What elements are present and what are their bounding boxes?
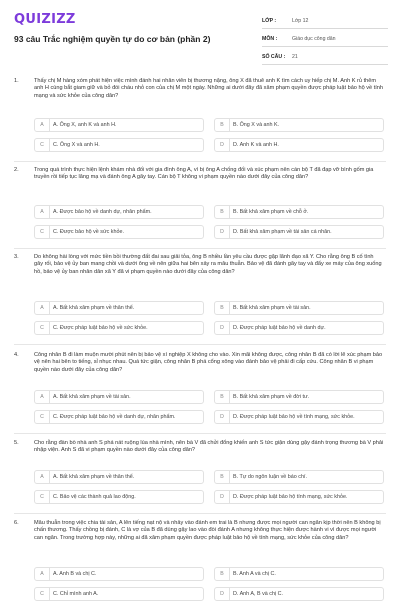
option-letter: B: [215, 391, 230, 403]
option-letter: D: [215, 491, 230, 503]
option-text: C. Được bảo hộ về sức khỏe.: [53, 229, 124, 235]
grade-label: LỚP :: [262, 18, 277, 24]
option-a[interactable]: [34, 301, 204, 315]
option-text: B. Ông X và anh K.: [233, 122, 280, 128]
question-number: 6.: [14, 520, 19, 526]
question-number: 4.: [14, 352, 19, 358]
option-text: A. Bất khả xâm phạm về thân thể.: [53, 305, 135, 311]
option-text: A. Bất khả xâm phạm về thân thể.: [53, 474, 135, 480]
question-divider: [14, 513, 386, 514]
option-text: D. Anh K và anh H.: [233, 142, 279, 148]
option-c[interactable]: [34, 490, 204, 504]
question-count-label: SỐ CÂU :: [262, 54, 286, 60]
quizizz-logo: QUIZIZZ: [14, 12, 76, 27]
option-d[interactable]: [214, 410, 384, 424]
option-letter: C: [35, 491, 50, 503]
option-letter: A: [35, 568, 50, 580]
question-divider: [14, 433, 386, 434]
option-b[interactable]: [214, 205, 384, 219]
option-letter: D: [215, 139, 230, 151]
option-b[interactable]: [214, 390, 384, 404]
option-letter: B: [215, 471, 230, 483]
option-text: A. Ông X, anh K và anh H.: [53, 122, 117, 128]
subject-label: MÔN :: [262, 36, 278, 42]
option-d[interactable]: [214, 321, 384, 335]
question-divider: [14, 344, 386, 345]
option-a[interactable]: [34, 118, 204, 132]
option-letter: A: [35, 391, 50, 403]
option-text: D. Bất khả xâm phạm về tài sản cá nhân.: [233, 229, 332, 235]
option-text: A. Được bảo hộ về danh dự, nhân phẩm.: [53, 209, 152, 215]
question-divider: [14, 161, 386, 162]
option-a[interactable]: [34, 567, 204, 581]
option-text: D. Anh A, B và chị C.: [233, 591, 284, 597]
option-text: B. Tự do ngôn luận về báo chí.: [233, 474, 307, 480]
option-letter: B: [215, 119, 230, 131]
meta-subject-row: [262, 32, 388, 47]
option-b[interactable]: [214, 470, 384, 484]
option-letter: D: [215, 322, 230, 334]
question-text: Thấy chị M hàng xóm phát hiện việc mình đánh hai nhân viên bị thương nặng, ông X đã thuê anh K tìm cách uy hiếp chị M. Anh K rủ thêm anh H cùng bắt giam giữ và bỏ đói cháu nhỏ con của chị M một ngày. Những ai dưới đây đã xâm phạm quyền được pháp luật bảo hộ về tính mạng và sức khỏe của công dân?: [34, 78, 384, 99]
question-number: 3.: [14, 254, 19, 260]
subject-value: Giáo dục công dân: [292, 36, 336, 42]
question-text: Mâu thuẫn trong việc chia tài sản, A lên tiếng nạt nộ và nhảy vào đánh em trai là B nhưng được mọi người can ngăn kịp thời nên B không bị chấn thương. Thấy chồng bị đánh, C là vợ của B đã dùng gậy lao vào đòi đánh A nhưng không thực hiện được hành vi vì được mọi người can ngăn. Trong trường hợp này, những ai đã xâm phạm quyền được pháp luật bảo hộ về tính mạng, sức khỏe của công dân?: [34, 520, 381, 541]
question-text: Trong quá trình thực hiện lệnh khám nhà đối với gia đình ông A, vì bị ông A chống đối và xúc phạm nên cán bộ T đã đạp vỡ bình gốm gia truyền rồi tiếp tục lăng mạ và đánh ông A gãy tay. Cán bộ T không vi phạm quyền nào dưới đây của công dân?: [34, 167, 374, 181]
document-meta: [262, 14, 388, 65]
option-a[interactable]: [34, 390, 204, 404]
question-text: Do không hài lòng với mức tiền bồi thường đất đai sau giải tỏa, ông B nhiều lần yêu cầu được gặp lãnh đạo xã Y. Cho rằng ông B cố tình gây rối, bảo vệ ủy ban mang chồi và dưới ông về nên giữa hai bên xảy ra mâu thuẫn. Bảo vệ đã đánh gãy tay và đẩy xe máy của ông xuống hồ, bảo vệ ủy ban nhân dân xã Y đã vi phạm quyền nào dưới đây của công dân?: [34, 254, 382, 275]
option-b[interactable]: [214, 301, 384, 315]
question-text: Công nhân B đi làm muộn mười phút nên bị bảo vệ xí nghiệp X không cho vào. Xin mãi không được, công nhân B đã có lời lẽ xúc phạm bảo vệ nên hai bên to tiếng, sỉ nhục nhau. Quá tức giận, công nhân B phá cổng xông vào đánh bảo vệ phải đi cấp cứu. Công nhân B vi phạm quyền nào dưới đây của công dân?: [34, 352, 383, 373]
option-letter: C: [35, 322, 50, 334]
option-letter: D: [215, 226, 230, 238]
option-letter: A: [35, 471, 50, 483]
option-text: C. Chỉ mình anh A.: [53, 591, 99, 597]
question-number: 1.: [14, 78, 19, 84]
option-letter: C: [35, 139, 50, 151]
option-d[interactable]: [214, 138, 384, 152]
option-c[interactable]: [34, 410, 204, 424]
option-text: B. Anh A và chị C.: [233, 571, 276, 577]
option-letter: A: [35, 302, 50, 314]
option-letter: C: [35, 226, 50, 238]
option-text: A. Bất khả xâm phạm về tài sản.: [53, 394, 131, 400]
option-letter: B: [215, 568, 230, 580]
option-letter: B: [215, 206, 230, 218]
question-number: 2.: [14, 167, 19, 173]
option-a[interactable]: [34, 205, 204, 219]
option-text: C. Được pháp luật bảo hộ về sức khỏe.: [53, 325, 148, 331]
option-text: D. Được pháp luật bảo hộ tính mạng, sức khỏe.: [233, 494, 348, 500]
option-text: C. Được pháp luật bảo hộ về danh dự, nhân phẩm.: [53, 414, 176, 420]
meta-grade-row: [262, 14, 388, 29]
option-text: B. Bất khả xâm phạm về đời tư.: [233, 394, 310, 400]
option-text: A. Anh B và chị C.: [53, 571, 97, 577]
option-letter: A: [35, 206, 50, 218]
option-letter: D: [215, 588, 230, 600]
option-c[interactable]: [34, 138, 204, 152]
grade-value: Lớp 12: [292, 18, 309, 24]
option-d[interactable]: [214, 587, 384, 601]
meta-count-row: [262, 50, 388, 65]
option-letter: D: [215, 411, 230, 423]
question-number: 5.: [14, 440, 19, 446]
question-text: Cho rằng đàn bò nhà anh S phá nát ruộng lúa nhà mình, nên bà V đã chửi đổng khiến anh S tức giận dùng gậy đánh trọng thương bà V phải nhập viện. Anh S đã vi phạm quyền nào dưới đây của công dân?: [34, 440, 384, 454]
question-divider: [14, 248, 386, 249]
option-b[interactable]: [214, 118, 384, 132]
option-text: D. Được pháp luật bảo hộ về danh dự.: [233, 325, 326, 331]
option-c[interactable]: [34, 587, 204, 601]
option-c[interactable]: [34, 225, 204, 239]
option-text: B. Bất khả xâm phạm về tài sản.: [233, 305, 311, 311]
option-a[interactable]: [34, 470, 204, 484]
option-c[interactable]: [34, 321, 204, 335]
page-title: 93 câu Trắc nghiệm quyền tự do cơ bản (phần 2): [14, 34, 211, 44]
option-text: C. Bảo vệ các thành quả lao động.: [53, 494, 136, 500]
option-letter: C: [35, 588, 50, 600]
option-d[interactable]: [214, 490, 384, 504]
option-letter: B: [215, 302, 230, 314]
option-letter: A: [35, 119, 50, 131]
option-d[interactable]: [214, 225, 384, 239]
option-text: B. Bất khả xâm phạm về chỗ ở.: [233, 209, 309, 215]
question-count-value: 21: [292, 54, 298, 60]
option-letter: C: [35, 411, 50, 423]
option-text: D. Được pháp luật bảo hộ về tính mạng, sức khỏe.: [233, 414, 355, 420]
option-b[interactable]: [214, 567, 384, 581]
option-text: C. Ông X và anh H.: [53, 142, 100, 148]
